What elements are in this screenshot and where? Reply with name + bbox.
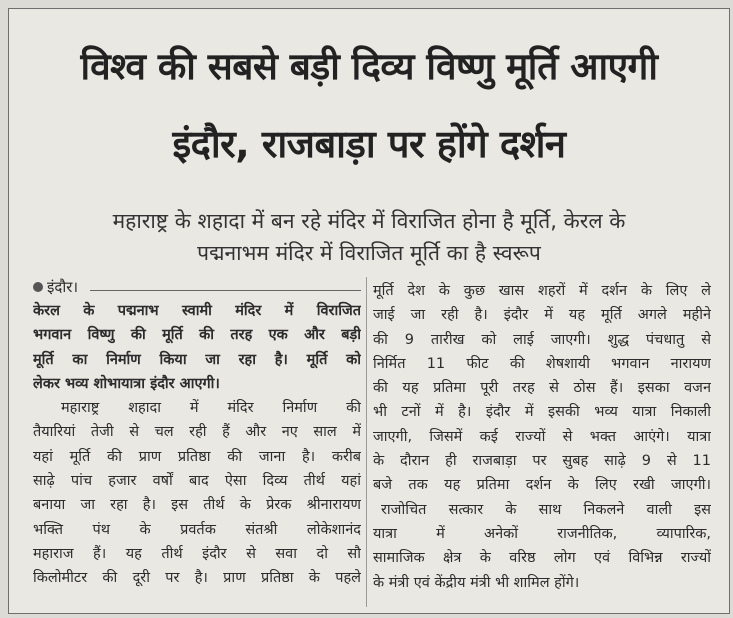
headline-line-2: इंदौर, राजबाड़ा पर होंगे दर्शन <box>172 122 566 166</box>
dateline <box>33 275 361 299</box>
intro-line: केरल के पद्मनाभ स्वामी मंदिर में विराजित <box>33 303 361 319</box>
body-line: की 9 तारीख को लाई जाएगी। शुद्ध पंचधातु से <box>373 331 711 348</box>
right-column <box>373 279 711 595</box>
body-line: जाएगी, जिसमें कई राज्यों से भक्त आएंगे। यात्रा <box>373 428 711 445</box>
subheadline-line-2: पद्मनाभम मंदिर में विराजित मूर्ति का है स्वरूप <box>197 241 541 265</box>
dateline-rule <box>90 290 361 291</box>
column-divider <box>366 277 367 607</box>
body-line: किलोमीटर की दूरी पर है। प्राण प्रतिष्ठा के पहले <box>33 570 361 587</box>
bullet-icon <box>33 282 43 292</box>
body-line: साढ़े पांच हजार वर्षों बाद ऐसा दिव्य तीर्थ यहां <box>33 473 361 490</box>
body-line: निर्मित 11 फीट की शेषशायी भगवान नारायण <box>373 355 711 372</box>
body-line: जाई जा रही है। इंदौर में यह मूर्ति अगले महीने <box>373 307 711 324</box>
subheadline <box>19 205 719 269</box>
body-line: मूर्ति देश के कुछ खास शहरों में दर्शन के लिए ले <box>373 283 711 299</box>
intro-line: लेकर भव्य शोभायात्रा इंदौर आएगी। <box>33 375 220 392</box>
body-line: बनाया जा रहा है। इस तीर्थ के प्रेरक श्रीनारायण <box>33 497 361 514</box>
body-line: बजे तक यह प्रतिमा दर्शन के लिए रखी जाएगी। <box>373 477 711 494</box>
body-line: भी टनों में है। इंदौर में इसकी भव्य यात्रा निकाली <box>373 404 711 421</box>
intro-line: भगवान विष्णु की मूर्ति की तरह एक और बड़ी <box>33 327 361 344</box>
body-line: महाराष्ट्र शहादा में मंदिर निर्माण की <box>61 400 361 417</box>
body-line: महाराज हैं। यह तीर्थ इंदौर से सवा दो सौ <box>33 545 361 562</box>
body-line: राजोचित सत्कार के साथ निकलने वाली इस <box>381 501 711 518</box>
body-line: यहां मूर्ति की प्राण प्रतिष्ठा की जाना है। करीब <box>33 448 361 465</box>
left-column <box>33 275 361 591</box>
body-line: की यह प्रतिमा पूरी तरह से ठोस हैं। इसका वजन <box>373 380 711 397</box>
newspaper-clipping <box>8 8 730 614</box>
body-line: सामाजिक क्षेत्र के वरिष्ठ लोग एवं विभिन्न राज्यों <box>373 550 711 567</box>
intro-line: मूर्ति का निर्माण किया जा रहा है। मूर्ति को <box>33 351 361 368</box>
dateline-text: इंदौर। <box>47 277 79 296</box>
headline-line-1: विश्व की सबसे बड़ी दिव्य विष्णु मूर्ति आएगी <box>80 45 658 88</box>
body-line: के दौरान ही राजबाड़ा पर सुबह साढ़े 9 से 11 <box>373 453 711 470</box>
body-line: तैयारियां तेजी से चल रही हैं और नए साल में <box>33 424 361 441</box>
subheadline-line-1: महाराष्ट्र के शहादा में बन रहे मंदिर में विराजित होना है मूर्ति, केरल के <box>112 209 626 233</box>
body-line: के मंत्री एवं केंद्रीय मंत्री भी शामिल होंगे। <box>373 574 580 591</box>
body-line: भक्ति पंथ के प्रवर्तक संतश्री लोकेशानंद <box>33 521 361 538</box>
body-line: यात्रा में अनेकों राजनीतिक, व्यापारिक, <box>373 525 711 542</box>
